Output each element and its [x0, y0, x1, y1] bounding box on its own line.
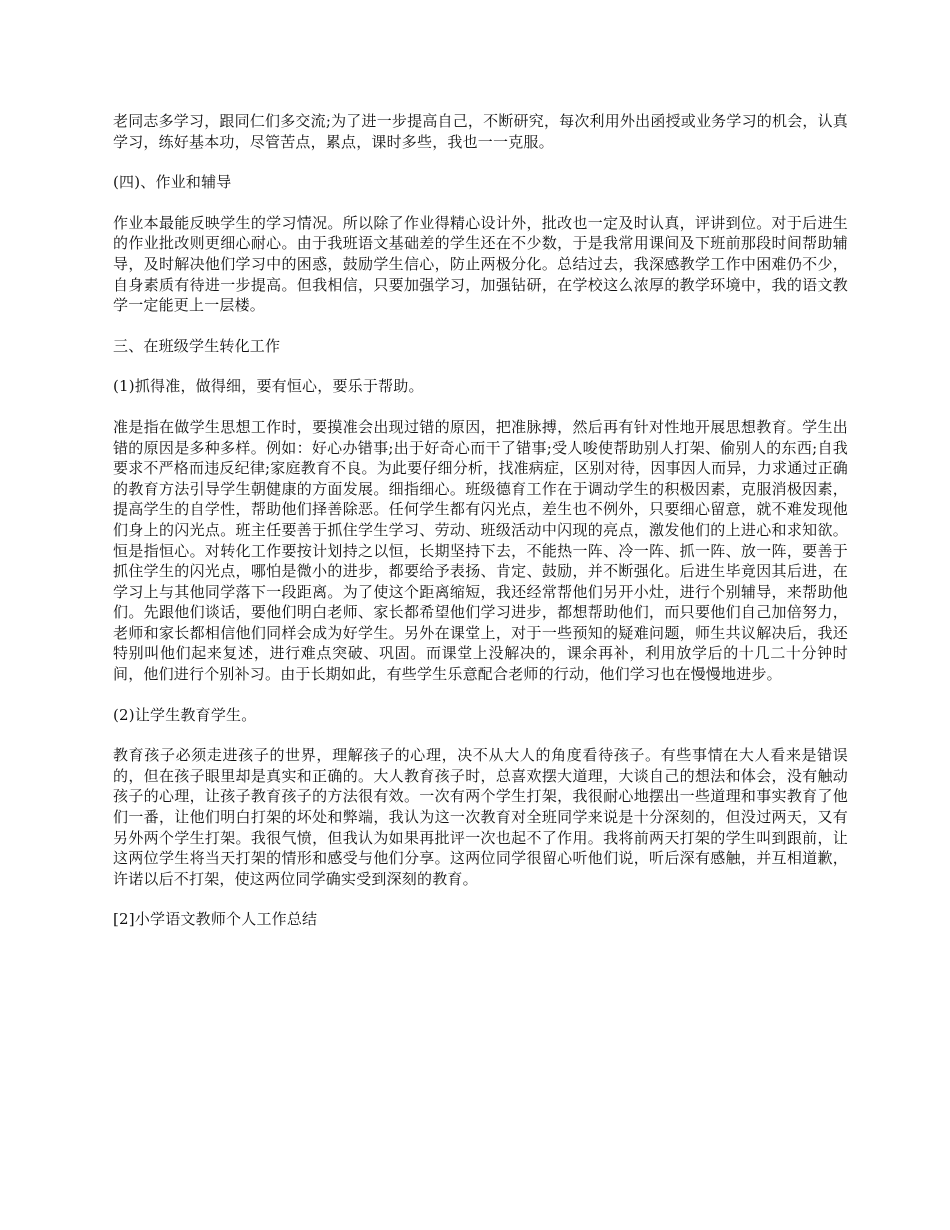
- next-article-title: [2]小学语文教师个人工作总结: [113, 910, 318, 929]
- section-heading-homework: (四)、作业和辅导: [113, 173, 232, 192]
- subheading-accurate-detailed: (1)抓得准，做得细，要有恒心，要乐于帮助。: [113, 377, 424, 396]
- paragraph-study-overcome: 老同志多学习，跟同仁们多交流;为了进一步提高自己，不断研究，每次利用外出函授或业务学习的机会，认真学习，练好基本功，尽管苦点，累点，课时多些，我也一一克服。: [113, 112, 848, 151]
- paragraph-homework: 作业本最能反映学生的学习情况。所以除了作业得精心设计外，批改也一定及时认真，评讲到位。对于后进生的作业批改则更细心耐心。由于我班语文基础差的学生还在不少数，于是我常用课间及下班前那段时间帮助辅导，及时解决他们学习中的困惑，鼓励学生信心，防止两极分化。总结过去，我深感教学工作中困难仍不少，自身素质有待进一步提高。但我相信，只要加强学习，加强钻研，在学校这么浓厚的教学环境中，我的语文教学一定能更上一层楼。: [113, 213, 848, 315]
- document-page: [113, 111, 848, 950]
- paragraph-students-teach: 教育孩子必须走进孩子的世界，理解孩子的心理，决不从大人的角度看待孩子。有些事情在大人看来是错误的，但在孩子眼里却是真实和正确的。大人教育孩子时，总喜欢摆大道理，大谈自己的想法和体会，没有触动孩子的心理，让孩子教育孩子的方法很有效。一次有两个学生打架，我很耐心地摆出一些道理和事实教育了他们一番，让他们明白打架的坏处和弊端，我认为这一次教育对全班同学来说是十分深刻的，但没过两天，又有另外两个学生打架。我很气愤，但我认为如果再批评一次也起不了作用。我将前两天打架的学生叫到跟前，让这两位学生将当天打架的情形和感受与他们分享。这两位同学很留心听他们说，听后深有感触，并互相道歉，许诺以后不打架，使这两位同学确实受到深刻的教育。: [113, 746, 848, 888]
- subheading-students-teach: (2)让学生教育学生。: [113, 705, 257, 724]
- section-heading-class-transform: 三、在班级学生转化工作: [113, 336, 281, 355]
- paragraph-accurate-detailed: 准是指在做学生思想工作时，要摸准会出现过错的原因，把准脉搏，然后再有针对性地开展思想教育。学生出错的原因是多种多样。例如：好心办错事;出于好奇心而干了错事;受人唆使帮助别人打架、偷别人的东西;自我要求不严格而违反纪律;家庭教育不良。为此要仔细分析，找准病症，区别对待，因事因人而异，力求通过正确的教育方法引导学生朝健康的方面发展。细指细心。班级德育工作在于调动学生的积极因素，克服消极因素，提高学生的自学性，帮助他们择善除恶。任何学生都有闪光点，差生也不例外，只要细心留意，就不难发现他们身上的闪光点。班主任要善于抓住学生学习、劳动、班级活动中闪现的亮点，激发他们的上进心和求知欲。恒是指恒心。对转化工作要按计划持之以恒，长期坚持下去，不能热一阵、冷一阵、抓一阵、放一阵，要善于抓住学生的闪光点，哪怕是微小的进步，都要给予表扬、肯定、鼓励，并不断强化。后进生毕竟因其后进，在学习上与其他同学落下一段距离。为了使这个距离缩短，我还经常帮他们另开小灶，进行个别辅导，来帮助他们。先跟他们谈话，要他们明白老师、家长都希望他们学习进步，都想帮助他们，而只要他们自己加倍努力，老师和家长都相信他们同样会成为好学生。另外在课堂上，对于一些预知的疑难问题，师生共议解决后，我还特别叫他们起来复述，进行难点突破、巩固。而课堂上没解决的，课余再补，利用放学后的十几二十分钟时间，他们进行个别补习。由于长期如此，有些学生乐意配合老师的行动，他们学习也在慢慢地进步。: [113, 417, 848, 684]
